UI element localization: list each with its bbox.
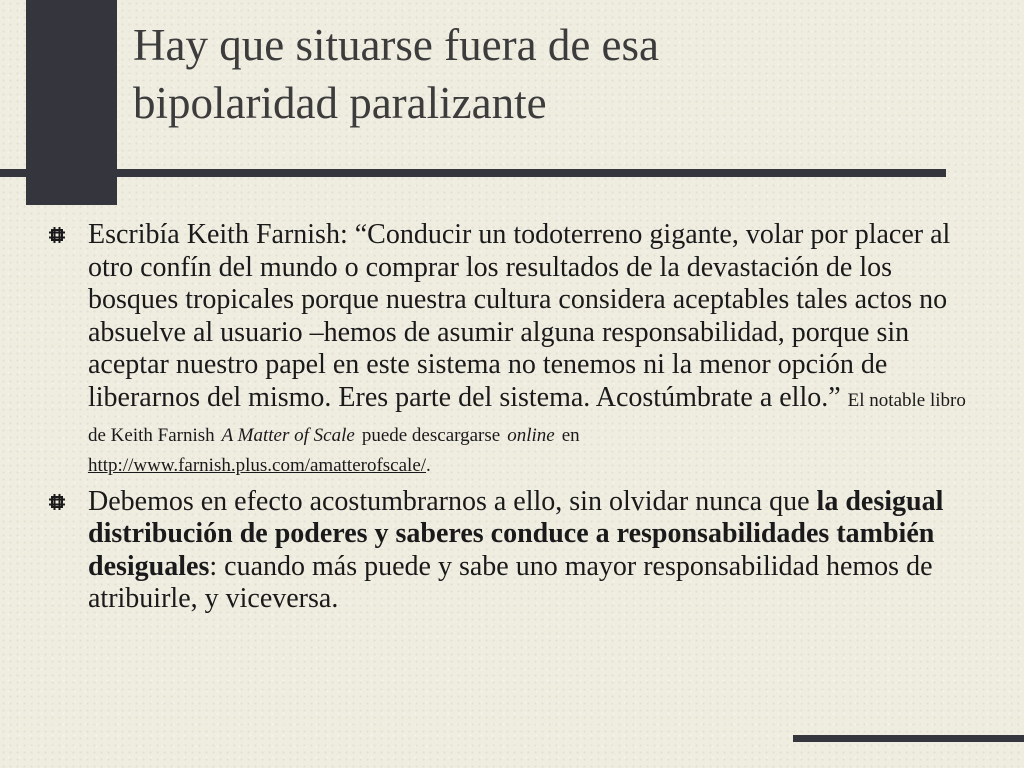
- slide-title-line-2: bipolaridad paralizante: [133, 78, 547, 128]
- book-note-prefix: El notable libro de Keith Farnish: [88, 389, 966, 446]
- book-note-suffix: en: [561, 425, 580, 446]
- slide-title: [133, 16, 993, 132]
- online-word: online: [507, 425, 555, 446]
- link-trailing-period: .: [426, 454, 431, 476]
- responsibility-rest: : cuando más puede y sabe uno mayor responsabilidad hemos de atribuirle, y viceversa.: [88, 550, 933, 614]
- bullet-item-responsibility: [46, 486, 966, 616]
- bullet-item-farnish-quote: [46, 219, 966, 479]
- slide-title-line-1: Hay que situarse fuera de esa: [133, 20, 660, 70]
- responsibility-bold-statement: la desigual distribución de poderes y saberes conduce a responsabilidades también desiguales: [88, 485, 944, 582]
- footer-rule: [793, 735, 1024, 742]
- hash-square-bullet-icon: [49, 494, 65, 510]
- bullet-list: [46, 219, 966, 616]
- farnish-book-link[interactable]: http://www.farnish.plus.com/amatterofscale/: [88, 454, 427, 476]
- hash-square-bullet-icon: [49, 227, 65, 243]
- book-url-line: [88, 453, 966, 479]
- responsibility-intro: Debemos en efecto acostumbrarnos a ello, sin olvidar nunca que: [88, 485, 810, 517]
- farnish-quote-text: Escribía Keith Farnish: “Conducir un todoterreno gigante, volar por placer al otro confín del mundo o comprar los resultados de la devastación de los bosques tropicales porque nuestra cultura considera aceptables tales actos no absuelve al usuario –hemos de asumir alguna responsabilidad, porque sin aceptar nuestro papel en este sistema no tenemos ni la menor opción de liberarnos del mismo. Eres parte del sistema. Acostúmbrate a ello.”: [88, 219, 951, 413]
- title-underline-rule: [0, 169, 946, 177]
- book-note-mid: puede descargarse: [361, 425, 501, 446]
- book-title: A Matter of Scale: [221, 425, 355, 446]
